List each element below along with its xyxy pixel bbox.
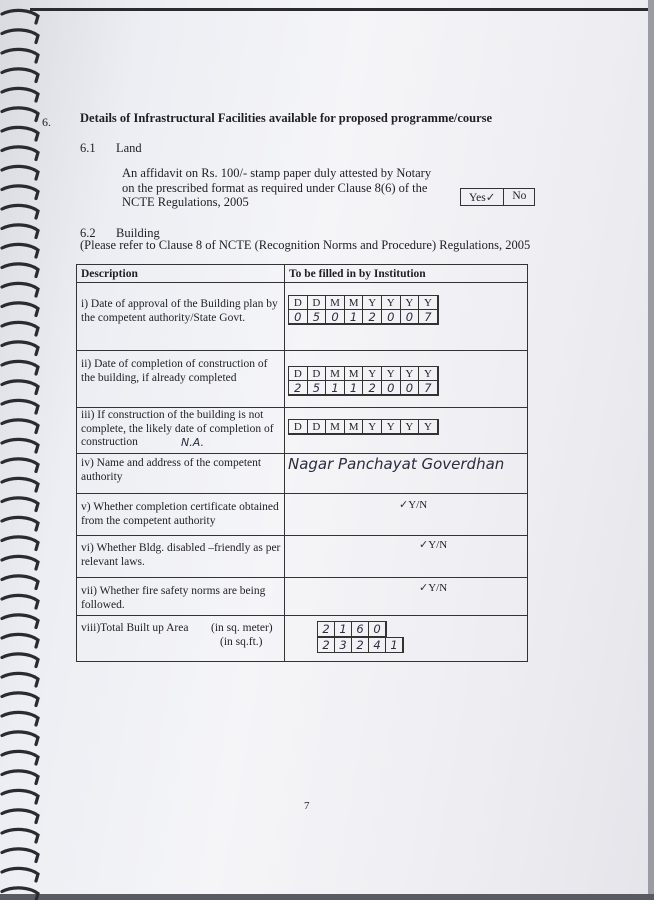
area-digit-cell: 1 bbox=[335, 622, 352, 636]
page-number: 7 bbox=[304, 800, 310, 812]
date-digit-cell: 0 bbox=[401, 381, 420, 395]
completion-date-grid bbox=[288, 366, 439, 396]
row6-label: vi) Whether Bldg. disabled –friendly as per relevant laws. bbox=[81, 542, 281, 568]
spiral-loop bbox=[2, 439, 38, 452]
table-rule bbox=[77, 453, 527, 454]
affidavit-text: An affidavit on Rs. 100/- stamp paper duly attested by Notary on the prescribed format as required under Clause 8(6) of the NCTE Regulations, 2005 bbox=[122, 166, 432, 209]
spiral-loop bbox=[2, 673, 38, 686]
spiral-loop bbox=[2, 225, 38, 238]
spiral-loop bbox=[2, 147, 38, 160]
table-rule bbox=[77, 350, 527, 351]
table-rule bbox=[77, 535, 527, 536]
spiral-loop bbox=[2, 361, 38, 374]
row2-label: ii) Date of completion of construction of the building, if already completed bbox=[81, 358, 268, 384]
yes-label: Yes bbox=[469, 192, 486, 204]
spiral-loop bbox=[2, 810, 38, 823]
date-header-cell: D bbox=[308, 367, 327, 381]
date-header-cell: D bbox=[308, 296, 327, 310]
date-digit-cell: 2 bbox=[289, 381, 308, 395]
authority-name-value: Nagar Panchayat Goverdhan bbox=[288, 455, 505, 473]
spiral-loop bbox=[2, 790, 38, 803]
date-header-cell: Y bbox=[382, 367, 401, 381]
date-digit-cell: 2 bbox=[363, 310, 382, 324]
spiral-loop bbox=[2, 108, 38, 121]
spiral-loop bbox=[2, 49, 38, 62]
unit-sq-meter: (in sq. meter) bbox=[211, 622, 273, 634]
date-header-cell: Y bbox=[363, 367, 382, 381]
spiral-loop bbox=[2, 400, 38, 413]
date-header-cell: Y bbox=[382, 296, 401, 310]
row5-answer: ✓Y/N bbox=[399, 498, 428, 511]
date-header-cell: D bbox=[289, 296, 308, 310]
row7-answer: ✓Y/N bbox=[419, 581, 448, 594]
spiral-loop bbox=[2, 751, 38, 764]
header-description: Description bbox=[81, 268, 138, 280]
approval-date-grid bbox=[288, 295, 439, 325]
date-header-cell: Y bbox=[401, 296, 420, 310]
date-header-cell: M bbox=[345, 367, 364, 381]
yes-cell bbox=[461, 189, 504, 205]
check-mark: ✓ bbox=[419, 581, 429, 594]
area-digit-cell: 6 bbox=[352, 622, 369, 636]
date-header-cell: M bbox=[326, 367, 345, 381]
date-header-cell: Y bbox=[382, 420, 401, 434]
row1-label: i) Date of approval of the Building plan by the competent authority/State Govt. bbox=[81, 298, 278, 324]
date-digit-cell: 0 bbox=[382, 381, 401, 395]
spiral-loop bbox=[2, 69, 38, 82]
building-refer-text: (Please refer to Clause 8 of NCTE (Recognition Norms and Procedure) Regulations, 2005 bbox=[80, 238, 531, 252]
table-rule bbox=[77, 407, 527, 408]
date-digit-cell: 1 bbox=[326, 381, 345, 395]
date-digit-cell: 0 bbox=[326, 310, 345, 324]
date-digit-cell: 5 bbox=[308, 381, 327, 395]
land-title: Land bbox=[116, 141, 142, 155]
spiral-loop bbox=[2, 303, 38, 316]
spiral-loop bbox=[2, 595, 38, 608]
spiral-loop bbox=[2, 322, 38, 335]
land-number: 6.1 bbox=[80, 141, 96, 155]
spiral-loop bbox=[2, 712, 38, 725]
yes-check-mark: ✓ bbox=[485, 190, 496, 204]
spiral-loop bbox=[2, 693, 38, 706]
row8-label: viii)Total Built up Area bbox=[81, 622, 189, 634]
row7-label: vii) Whether fire safety norms are being followed. bbox=[81, 585, 266, 611]
check-mark: ✓ bbox=[419, 538, 429, 551]
yes-no-box bbox=[460, 188, 535, 206]
spiral-loop bbox=[2, 342, 38, 355]
area-digit-cell: 0 bbox=[369, 622, 386, 636]
date-header-cell: Y bbox=[401, 420, 420, 434]
date-header-cell: M bbox=[345, 296, 364, 310]
date-digit-cell: 7 bbox=[419, 310, 438, 324]
row4-label: iv) Name and address of the competent authority bbox=[81, 457, 262, 483]
area-digit-cell: 2 bbox=[352, 638, 369, 652]
likely-date-grid bbox=[288, 419, 439, 435]
date-header-cell: Y bbox=[419, 420, 438, 434]
table-rule bbox=[77, 493, 527, 494]
spiral-loop bbox=[2, 264, 38, 277]
date-digit-cell: 0 bbox=[382, 310, 401, 324]
date-header-cell: M bbox=[345, 420, 364, 434]
spiral-loop bbox=[2, 10, 38, 23]
spiral-loop bbox=[2, 517, 38, 530]
date-digit-cell: 1 bbox=[345, 381, 364, 395]
spiral-loop bbox=[2, 537, 38, 550]
building-number: 6.2 bbox=[80, 226, 96, 240]
spiral-loop bbox=[2, 244, 38, 257]
date-digit-cell: 0 bbox=[401, 310, 420, 324]
date-digit-cell: 5 bbox=[308, 310, 327, 324]
spiral-loop bbox=[2, 459, 38, 472]
date-digit-cell: 1 bbox=[345, 310, 364, 324]
spiral-loop bbox=[2, 205, 38, 218]
row3-label: iii) If construction of the building is not complete, the likely date of completion of construction bbox=[81, 409, 274, 448]
top-border-line bbox=[30, 8, 650, 11]
section-title: Details of Infrastructural Facilities available for proposed programme/course bbox=[80, 111, 493, 125]
row8-label-block bbox=[81, 622, 286, 648]
date-header-cell: Y bbox=[363, 420, 382, 434]
spiral-loop bbox=[2, 381, 38, 394]
page-right-edge bbox=[648, 0, 654, 900]
date-header-cell: D bbox=[289, 420, 308, 434]
date-header-cell: Y bbox=[363, 296, 382, 310]
date-header-cell: D bbox=[308, 420, 327, 434]
area-sq-meter-grid bbox=[317, 621, 387, 637]
unit-sq-ft: (in sq.ft.) bbox=[220, 636, 263, 648]
spiral-loop bbox=[2, 829, 38, 842]
date-header-cell: Y bbox=[419, 296, 438, 310]
spiral-loop bbox=[2, 478, 38, 491]
row5-label: v) Whether completion certificate obtained from the competent authority bbox=[81, 501, 279, 527]
spiral-loop bbox=[2, 420, 38, 433]
date-digit-cell: 7 bbox=[419, 381, 438, 395]
spiral-loop bbox=[2, 127, 38, 140]
spiral-loop bbox=[2, 868, 38, 881]
table-rule bbox=[77, 577, 527, 578]
area-digit-cell: 4 bbox=[369, 638, 386, 652]
no-cell: No bbox=[512, 190, 527, 202]
area-digit-cell: 1 bbox=[386, 638, 403, 652]
area-sq-ft-grid bbox=[317, 637, 404, 653]
spiral-loop bbox=[2, 30, 38, 43]
spiral-loop bbox=[2, 186, 38, 199]
spiral-loop bbox=[2, 556, 38, 569]
date-header-cell: Y bbox=[419, 367, 438, 381]
spiral-loop bbox=[2, 615, 38, 628]
spiral-loop bbox=[2, 771, 38, 784]
table-rule bbox=[77, 282, 527, 283]
date-header-cell: M bbox=[326, 296, 345, 310]
table-rule bbox=[77, 615, 527, 616]
spiral-loop bbox=[2, 849, 38, 862]
spiral-loop bbox=[2, 88, 38, 101]
date-digit-cell: 0 bbox=[289, 310, 308, 324]
spiral-loop bbox=[2, 166, 38, 179]
date-digit-cell: 2 bbox=[363, 381, 382, 395]
date-header-cell: D bbox=[289, 367, 308, 381]
section-number: 6. bbox=[42, 115, 51, 129]
spiral-binding bbox=[0, 0, 48, 900]
page-bottom-edge bbox=[0, 894, 654, 900]
date-header-cell: Y bbox=[401, 367, 420, 381]
area-digit-cell: 3 bbox=[335, 638, 352, 652]
spiral-loop bbox=[2, 576, 38, 589]
check-mark: ✓ bbox=[399, 498, 409, 511]
date-header-cell: M bbox=[326, 420, 345, 434]
building-table bbox=[76, 264, 528, 662]
row6-answer: ✓Y/N bbox=[419, 538, 448, 551]
spiral-loop bbox=[2, 888, 38, 900]
area-digit-cell: 2 bbox=[318, 638, 335, 652]
building-title: Building bbox=[116, 226, 160, 240]
spiral-loop bbox=[2, 654, 38, 667]
spiral-loop bbox=[2, 732, 38, 745]
table-divider bbox=[284, 265, 285, 661]
area-digit-cell: 2 bbox=[318, 622, 335, 636]
spiral-loop bbox=[2, 634, 38, 647]
spiral-loop bbox=[2, 283, 38, 296]
row3-na-note: N.A. bbox=[181, 436, 204, 449]
spiral-loop bbox=[2, 498, 38, 511]
header-filled: To be filled in by Institution bbox=[289, 268, 426, 280]
